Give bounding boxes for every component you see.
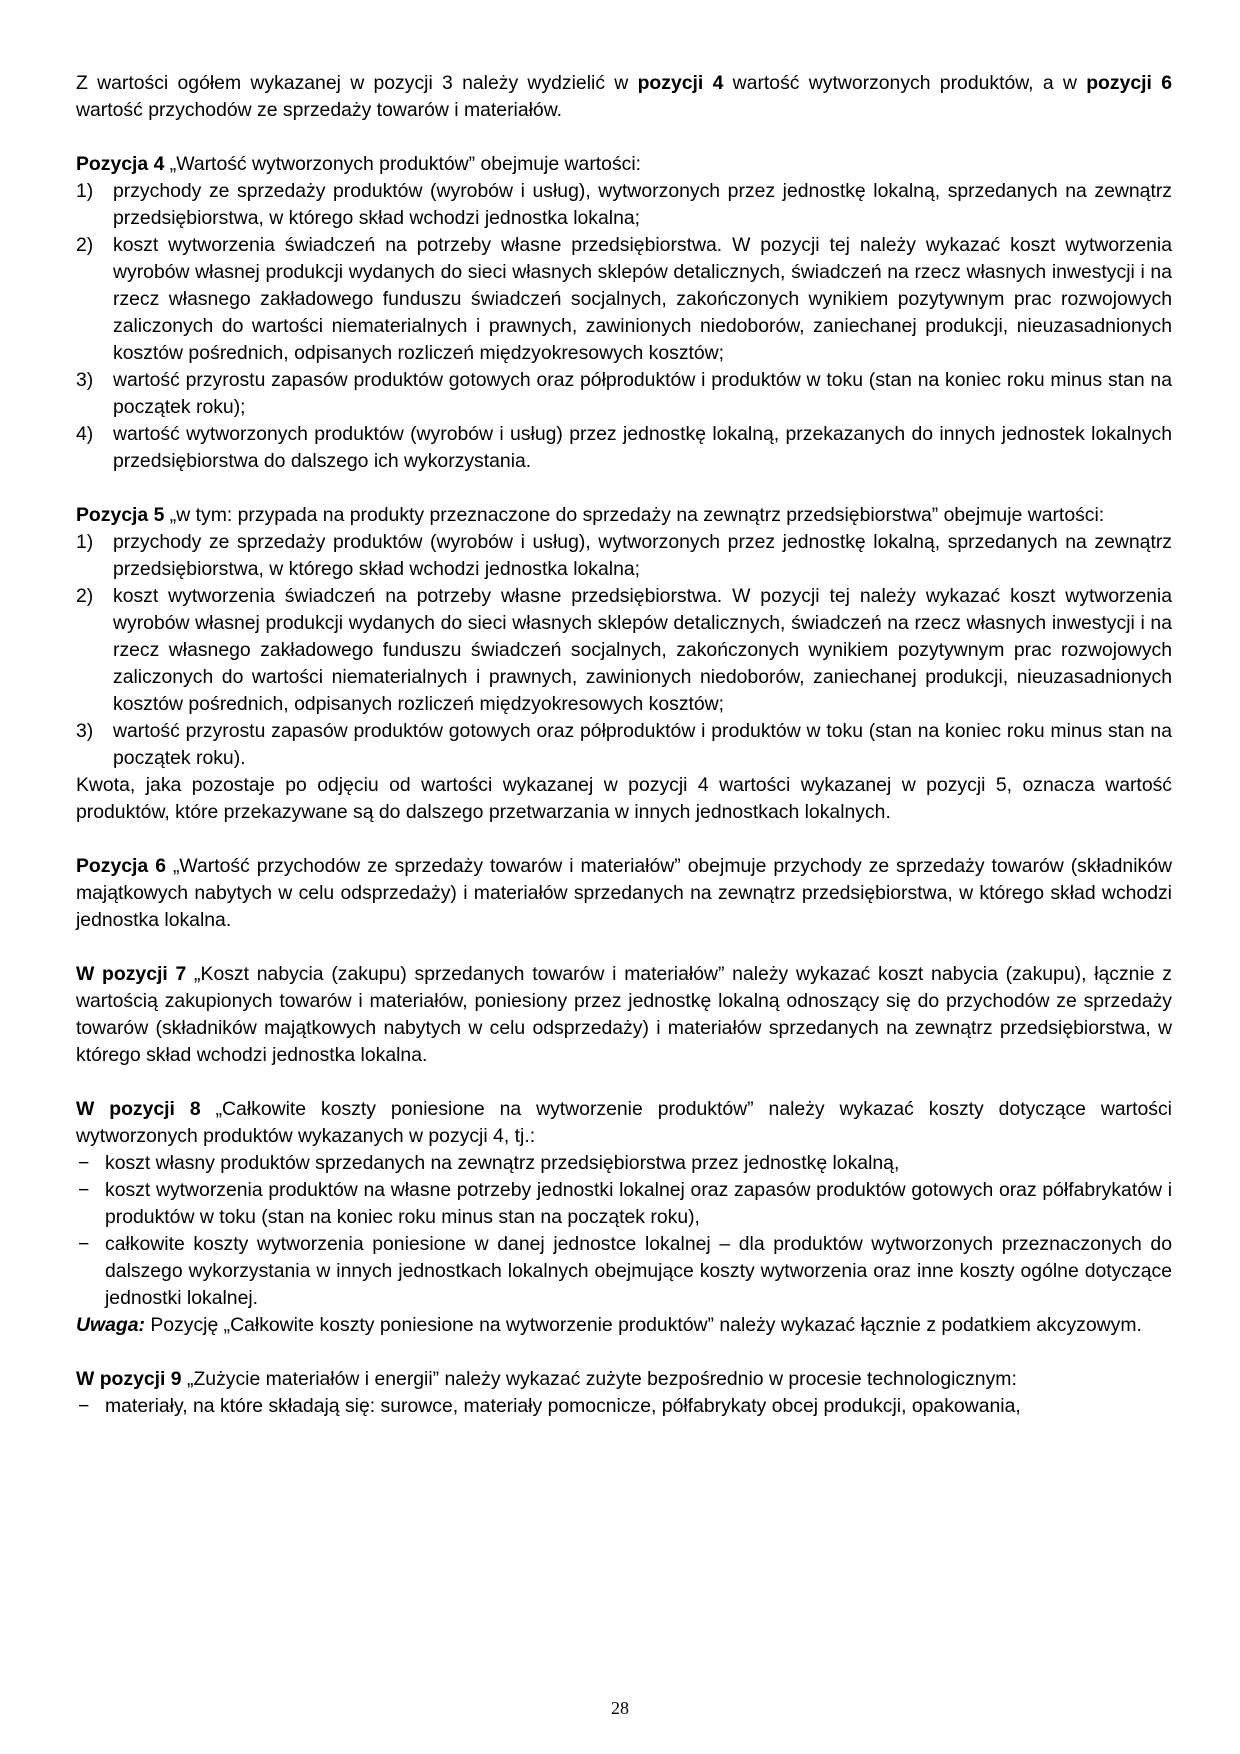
poz8-heading-paragraph [76,1096,1172,1150]
page-number: 28 [611,1698,629,1718]
document-page [76,70,1172,1420]
list-number: 4) [76,423,94,445]
list-text: przychody ze sprzedaży produktów (wyrobów i usług), wytworzonych przez jednostkę lokalną, sprzedanych na zewnątrz przedsiębiorstwa, w którego skład wchodzi jednostka lokalna; [113,531,1172,580]
poz5-heading-paragraph [76,502,1172,529]
poz9-head: W pozycji 9 [76,1368,182,1390]
list-number: 2) [76,585,94,607]
list-number: 1) [76,531,94,553]
poz4-heading-paragraph [76,151,1172,178]
note-head: Uwaga: [76,1314,145,1336]
list-item [76,583,1172,718]
poz5-text: „w tym: przypada na produkty przeznaczone do sprzedaży na zewnątrz przedsiębiorstwa” obejmuje wartości: [164,504,1105,526]
poz4-list [76,178,1172,475]
poz5-after-paragraph: Kwota, jaka pozostaje po odjęciu od wartości wykazanej w pozycji 4 wartości wykazanej w pozycji 5, oznacza wartość produktów, które przekazywane są do dalszego przetwarzania w innych jednostkach lokalnych. [76,774,1172,823]
list-number: 3) [76,369,94,391]
poz6-paragraph [76,853,1172,934]
dash-marker: − [78,1395,90,1417]
poz7-paragraph [76,961,1172,1069]
poz8-text: „Całkowite koszty poniesione na wytworzenie produktów” należy wykazać koszty dotyczące wartości wytworzonych produktów wykazanych w pozycji 4, tj.: [76,1098,1172,1147]
dash-marker: − [78,1233,90,1255]
poz9-list [76,1393,1172,1420]
list-text: całkowite koszty wytworzenia poniesione w danej jednostce lokalnej – dla produktów wytworzonych przeznaczonych do dalszego wykorzystania w innych jednostkach lokalnych obejmujące koszty wytworzenia oraz inne koszty ogólne dotyczące jednostki lokalnej. [105,1233,1172,1309]
list-item [76,1150,1172,1177]
poz7-head: W pozycji 7 [76,963,187,985]
intro-bold-2: pozycji 6 [1086,72,1172,94]
list-text: koszt wytworzenia produktów na własne potrzeby jednostki lokalnej oraz zapasów produktów gotowych oraz półfabrykatów i produktów w toku (stan na koniec roku minus stan na początek roku), [105,1179,1172,1228]
list-item [76,232,1172,367]
intro-paragraph [76,70,1172,124]
poz6-text: „Wartość przychodów ze sprzedaży towarów i materiałów” obejmuje przychody ze sprzedaży towarów (składników majątkowych nabytych w celu odsprzedaży) i materiałów sprzedanych na zewnątrz przedsiębiorstwa, w którego skład wchodzi jednostka lokalna. [76,855,1173,931]
list-item [76,421,1172,475]
list-item [76,529,1172,583]
list-text: materiały, na które składają się: surowce, materiały pomocnicze, półfabrykaty obcej produkcji, opakowania, [105,1395,1021,1417]
list-item [76,178,1172,232]
poz9-text: „Zużycie materiałów i energii” należy wykazać zużyte bezpośrednio w procesie technologicznym: [181,1368,1017,1390]
list-item [76,367,1172,421]
list-item [76,718,1172,772]
poz8-note-paragraph [76,1312,1172,1339]
intro-text-3: wartość przychodów ze sprzedaży towarów i materiałów. [76,99,563,121]
poz5-list [76,529,1172,772]
note-text: Pozycję „Całkowite koszty poniesione na wytworzenie produktów” należy wykazać łącznie z podatkiem akcyzowym. [144,1314,1142,1336]
list-item [76,1177,1172,1231]
intro-bold-1: pozycji 4 [637,72,724,94]
list-number: 1) [76,180,94,202]
dash-marker: − [78,1152,90,1174]
intro-text-1: Z wartości ogółem wykazanej w pozycji 3 należy wydzielić w [76,72,638,94]
poz4-text: „Wartość wytworzonych produktów” obejmuje wartości: [164,153,642,175]
intro-text-2: wartość wytworzonych produktów, a w [723,72,1087,94]
list-text: koszt wytworzenia świadczeń na potrzeby własne przedsiębiorstwa. W pozycji tej należy wykazać koszt wytworzenia wyrobów własnej produkcji wydanych do sieci własnych sklepów detalicznych, świadczeń na rzecz własnych inwestycji i na rzecz własnego zakładowego funduszu świadczeń socjalnych, zakończonych wynikiem pozytywnym prac rozwojowych zaliczonych do wartości niematerialnych i prawnych, zawinionych niedoborów, zaniechanej produkcji, nieuzasadnionych kosztów pośrednich, odpisanych rozliczeń międzyokresowych kosztów; [113,585,1172,715]
poz9-heading-paragraph [76,1366,1172,1393]
list-item [76,1231,1172,1312]
poz8-head: W pozycji 8 [76,1098,201,1120]
poz7-text: „Koszt nabycia (zakupu) sprzedanych towarów i materiałów” należy wykazać koszt nabycia (zakupu), łącznie z wartością zakupionych towarów i materiałów, poniesiony przez jednostkę lokalną odnoszący się do przychodów ze sprzedaży towarów (składników majątkowych nabytych w celu odsprzedaży) i materiałów sprzedanych na zewnątrz przedsiębiorstwa, w którego skład wchodzi jednostka lokalna. [76,963,1173,1066]
list-number: 3) [76,720,94,742]
list-text: wartość przyrostu zapasów produktów gotowych oraz półproduktów i produktów w toku (stan na koniec roku minus stan na początek roku); [113,369,1172,418]
dash-marker: − [78,1179,90,1201]
list-text: koszt wytworzenia świadczeń na potrzeby własne przedsiębiorstwa. W pozycji tej należy wykazać koszt wytworzenia wyrobów własnej produkcji wydanych do sieci własnych sklepów detalicznych, świadczeń na rzecz własnych inwestycji i na rzecz własnego zakładowego funduszu świadczeń socjalnych, zakończonych wynikiem pozytywnym prac rozwojowych zaliczonych do wartości niematerialnych i prawnych, zawinionych niedoborów, zaniechanej produkcji, nieuzasadnionych kosztów pośrednich, odpisanych rozliczeń międzyokresowych kosztów; [113,234,1172,364]
poz6-head: Pozycja 6 [76,855,166,877]
list-text: wartość wytworzonych produktów (wyrobów i usług) przez jednostkę lokalną, przekazanych do innych jednostek lokalnych przedsiębiorstwa do dalszego ich wykorzystania. [113,423,1172,472]
poz4-head: Pozycja 4 [76,153,165,175]
list-text: koszt własny produktów sprzedanych na zewnątrz przedsiębiorstwa przez jednostkę lokalną, [105,1152,900,1174]
poz8-list [76,1150,1172,1312]
list-number: 2) [76,234,94,256]
list-item [76,1393,1172,1420]
poz5-head: Pozycja 5 [76,504,165,526]
list-text: przychody ze sprzedaży produktów (wyrobów i usług), wytworzonych przez jednostkę lokalną, sprzedanych na zewnątrz przedsiębiorstwa, w którego skład wchodzi jednostka lokalna; [113,180,1172,229]
list-text: wartość przyrostu zapasów produktów gotowych oraz półproduktów i produktów w toku (stan na koniec roku minus stan na początek roku). [113,720,1172,769]
